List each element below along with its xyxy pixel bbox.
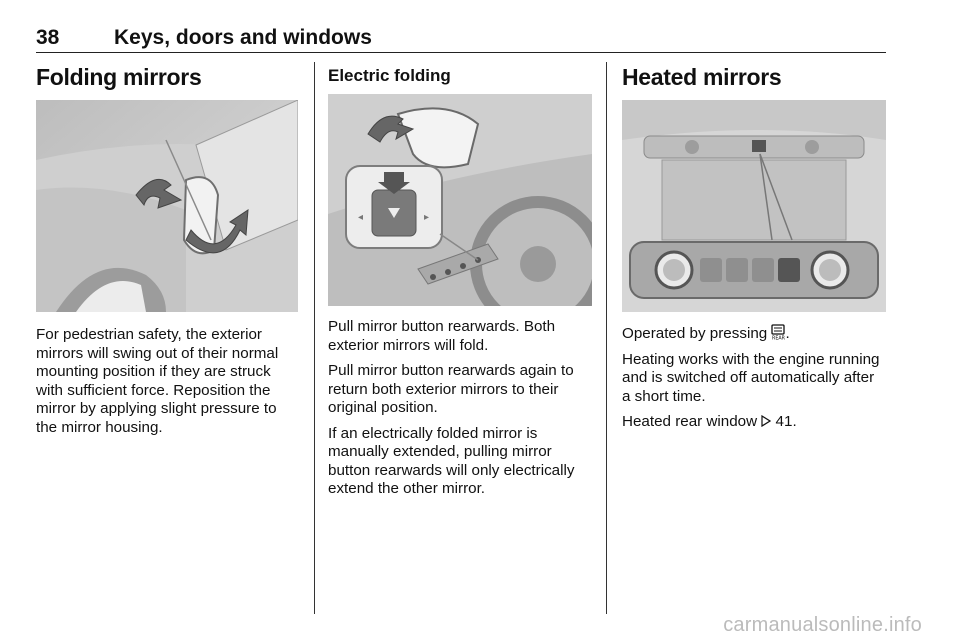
column-divider: [606, 62, 607, 614]
svg-text:▸: ▸: [424, 212, 430, 223]
body-text: Heated rear window: [622, 413, 758, 430]
body-paragraph: [622, 413, 886, 432]
page-reference[interactable]: 41.: [775, 413, 797, 430]
page-reference-arrow-icon: [761, 415, 771, 427]
folding-mirror-illustration: [36, 100, 298, 312]
electric-folding-section: [328, 62, 592, 506]
section-heading: Heated mirrors: [622, 64, 782, 90]
body-text: Operated by pressing: [622, 325, 768, 342]
body-paragraph: For pedestrian safety, the exterior mirrors will swing out of their normal mounting position if they are struck with sufficient force. Reposition the mirror by applying slight pressure to the mirror housing.: [36, 326, 279, 436]
body-paragraph: Heating works with the engine running and is switched off automatically after a short time.: [622, 350, 880, 405]
chapter-title: Keys, doors and windows: [114, 26, 372, 49]
rear-window-heater-icon: [771, 324, 785, 340]
svg-text:◂: ◂: [358, 212, 364, 223]
body-paragraph: [622, 324, 886, 344]
body-paragraph: If an electrically folded mirror is manually extended, pulling mirror button rearwards will only electrically extend the other mirror.: [328, 424, 575, 497]
watermark: carmanualsonline.info: [723, 614, 922, 636]
page-header: [36, 26, 886, 53]
section-heading: Folding mirrors: [36, 64, 202, 90]
folding-mirrors-section: [36, 62, 298, 444]
body-paragraph: Pull mirror button rearwards. Both exterior mirrors will fold.: [328, 318, 556, 354]
heated-mirrors-section: [622, 62, 886, 439]
page-number: 38: [36, 26, 60, 49]
body-text: .: [785, 325, 790, 342]
body-paragraph: Pull mirror button rearwards again to return both exterior mirrors to their original position.: [328, 362, 574, 416]
subsection-heading: Electric folding: [328, 66, 451, 85]
svg-text:REAR: REAR: [772, 336, 786, 340]
climate-panel-illustration: [622, 100, 886, 312]
electric-folding-switch-illustration: [328, 94, 592, 306]
column-divider: [314, 62, 315, 614]
